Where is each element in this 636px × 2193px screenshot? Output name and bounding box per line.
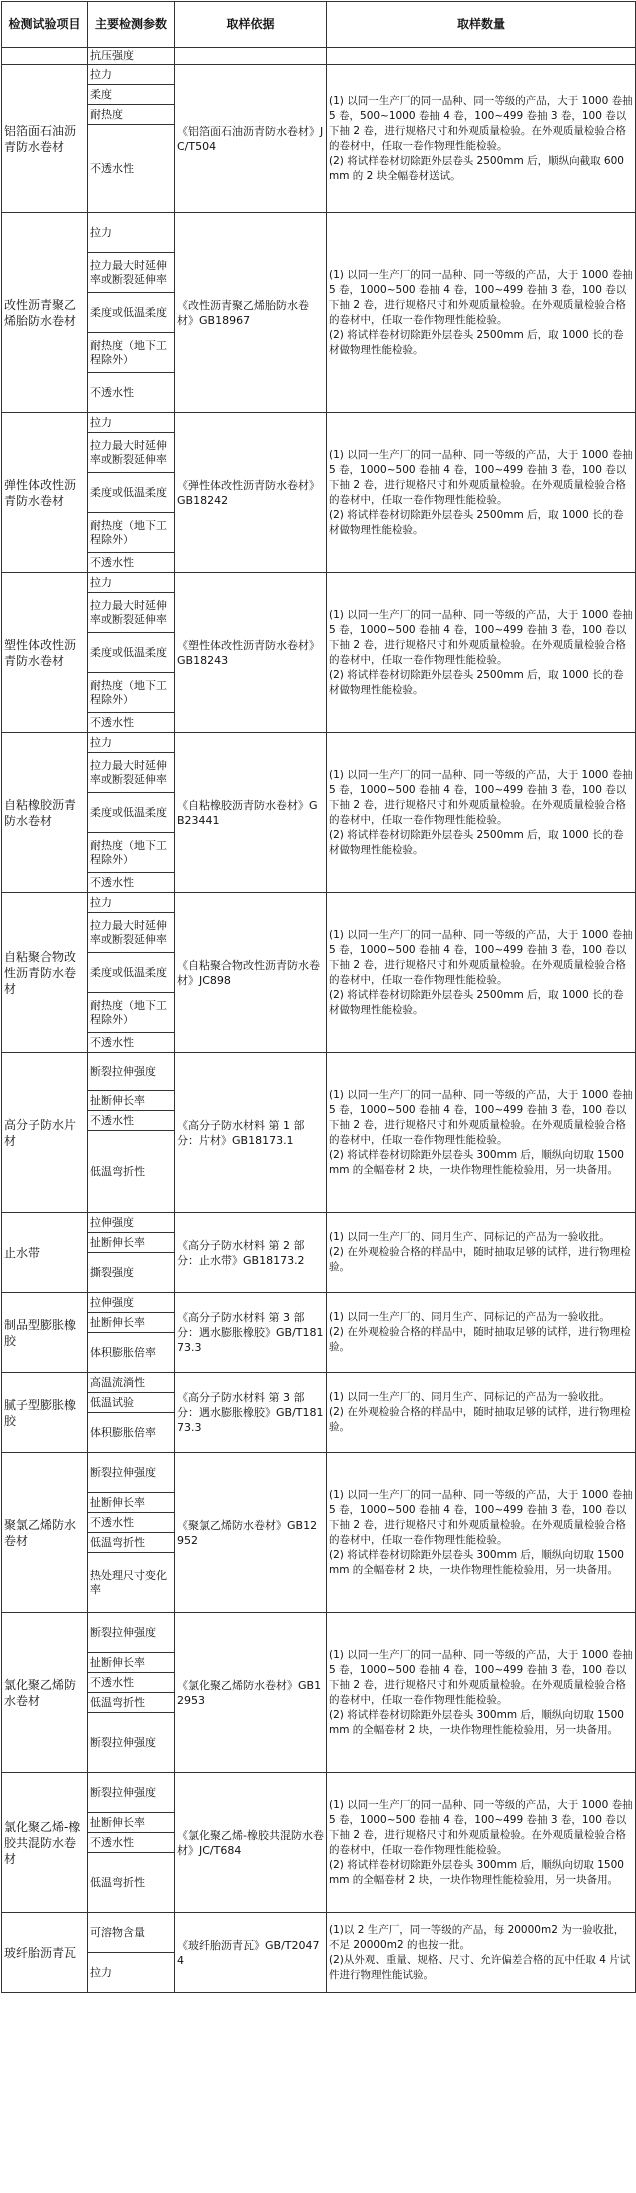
param-cell: 低温试验: [88, 1393, 175, 1413]
param-cell: 不透水性: [88, 125, 175, 213]
param-cell: 拉力最大时延伸率或断裂延伸率: [88, 433, 175, 473]
quantity-cell: (1) 以同一生产厂的同一品种、同一等级的产品，大于 1000 卷抽 5 卷，1000~500 卷抽 4 卷，100~499 卷抽 3 卷，100 卷以下抽 2 卷，进行规格尺寸和外观质量检验。在外观质量检验合格的卷材中，任取一卷作物理性能检验。 (2) 将试样卷材切除距外层卷头 2500mm 后，取 1000 长的卷材做物理性能检验。: [327, 573, 636, 733]
item-name: 玻纤胎沥青瓦: [2, 1913, 88, 1993]
quantity-cell: (1) 以同一生产厂的同一品种、同一等级的产品，大于 1000 卷抽 5 卷，1000~500 卷抽 4 卷，100~499 卷抽 3 卷，100 卷以下抽 2 卷，进行规格尺寸和外观质量检验。在外观质量检验合格的卷材中，任取一卷作物理性能检验。 (2) 将试样卷材切除距外层卷头 2500mm 后，取 1000 长的卷材做物理性能检验。: [327, 893, 636, 1053]
table-row: [2, 1373, 636, 1393]
param-cell: 耐热度（地下工程除外）: [88, 513, 175, 553]
table-row: [2, 733, 636, 753]
table-row: [2, 213, 636, 253]
param-cell: 耐热度（地下工程除外）: [88, 333, 175, 373]
quantity-cell: (1) 以同一生产厂的同一品种、同一等级的产品，大于 1000 卷抽 5 卷，1000~500 卷抽 4 卷，100~499 卷抽 3 卷，100 卷以下抽 2 卷，进行规格尺寸和外观质量检验。在外观质量检验合格的卷材中，任取一卷作物理性能检验。 (2) 将试样卷材切除距外层卷头 2500mm 后，取 1000 长的卷材做物理性能检验。: [327, 213, 636, 413]
header-basis: 取样依据: [175, 2, 327, 48]
param-cell: 不透水性: [88, 873, 175, 893]
param-cell: 拉力最大时延伸率或断裂延伸率: [88, 753, 175, 793]
param-cell: 拉力最大时延伸率或断裂延伸率: [88, 253, 175, 293]
quantity-cell: (1) 以同一生产厂的同一品种、同一等级的产品，大于 1000 卷抽 5 卷，1000~500 卷抽 4 卷，100~499 卷抽 3 卷，100 卷以下抽 2 卷，进行规格尺寸和外观质量检验。在外观质量检验合格的卷材中，任取一卷作物理性能检验。 (2) 将试样卷材切除距外层卷头 300mm 后，顺纵向切取 1500mm 的全幅卷材 2 块，一块作物理性能检验用，另一块备用。: [327, 1453, 636, 1613]
param-cell: 体积膨胀倍率: [88, 1333, 175, 1373]
basis-cell: 《自粘聚合物改性沥青防水卷材》JC898: [175, 893, 327, 1053]
param-cell: 不透水性: [88, 1033, 175, 1053]
item-name: 氯化聚乙烯防水卷材: [2, 1613, 88, 1773]
param-cell: 拉力: [88, 573, 175, 593]
quantity-cell: (1)以 2 生产厂，同一等级的产品，每 20000m2 为一验收批，不足 20000m2 的也按一批。 (2)从外观、重量、规格、尺寸、允许偏差合格的瓦中任取 4 片试件进行物理性能试验。: [327, 1913, 636, 1993]
quantity-cell: (1) 以同一生产厂的同一品种、同一等级的产品，大于 1000 卷抽 5 卷，500~1000 卷抽 4 卷，100~499 卷抽 3 卷，100 卷以下抽 2 卷，进行规格尺寸和外观质量检验。在外观质量检验合格的卷材中，任取一卷作物理性能检验。 (2) 将试样卷材切除距外层卷头 2500mm 后，顺纵向截取 600mm 的 2 块全幅卷材送试。: [327, 65, 636, 213]
param-cell: 扯断伸长率: [88, 1493, 175, 1513]
quantity-cell: (1) 以同一生产厂的、同月生产、同标记的产品为一验收批。 (2) 在外观检验合格的样品中，随时抽取足够的试样，进行物理检验。: [327, 1213, 636, 1293]
table-row: [2, 1613, 636, 1653]
basis-cell: 《聚氯乙烯防水卷材》GB12952: [175, 1453, 327, 1613]
item-name: 腻子型膨胀橡胶: [2, 1373, 88, 1453]
param-cell: 扯断伸长率: [88, 1653, 175, 1673]
basis-cell: 《高分子防水材料 第 3 部分：遇水膨胀橡胶》GB/T18173.3: [175, 1373, 327, 1453]
item-name: 止水带: [2, 1213, 88, 1293]
table-row: [2, 1293, 636, 1313]
header-item: 检测试验项目: [2, 2, 88, 48]
param-cell: 扯断伸长率: [88, 1313, 175, 1333]
param-cell: 热处理尺寸变化率: [88, 1553, 175, 1613]
param-cell: 扯断伸长率: [88, 1233, 175, 1253]
param-cell: 不透水性: [88, 373, 175, 413]
param-cell: 柔度或低温柔度: [88, 633, 175, 673]
param-cell: 柔度: [88, 85, 175, 105]
basis-cell: 《玻纤胎沥青瓦》GB/T20474: [175, 1913, 327, 1993]
param-cell: 扯断伸长率: [88, 1813, 175, 1833]
param-cell: 拉伸强度: [88, 1293, 175, 1313]
param-cell: 低温弯折性: [88, 1131, 175, 1213]
basis-cell: 《高分子防水材料 第 2 部分：止水带》GB18173.2: [175, 1213, 327, 1293]
item-name: 聚氯乙烯防水卷材: [2, 1453, 88, 1613]
item-name: 自粘橡胶沥青防水卷材: [2, 733, 88, 893]
param-cell: 拉力: [88, 733, 175, 753]
param-cell: 耐热度（地下工程除外）: [88, 993, 175, 1033]
basis-cell: 《铝箔面石油沥青防水卷材》JC/T504: [175, 65, 327, 213]
table-row: [2, 413, 636, 433]
param-cell: 柔度或低温柔度: [88, 793, 175, 833]
basis-cell: 《高分子防水材料 第 3 部分：遇水膨胀橡胶》GB/T18173.3: [175, 1293, 327, 1373]
header-quantity: 取样数量: [327, 2, 636, 48]
param-cell: 抗压强度: [88, 48, 175, 65]
param-cell: 不透水性: [88, 1833, 175, 1853]
quantity-cell: (1) 以同一生产厂的、同月生产、同标记的产品为一验收批。 (2) 在外观检验合格的样品中，随时抽取足够的试样，进行物理检验。: [327, 1293, 636, 1373]
item-name: 改性沥青聚乙烯胎防水卷材: [2, 213, 88, 413]
table-row: [2, 1453, 636, 1493]
param-cell: 拉力最大时延伸率或断裂延伸率: [88, 913, 175, 953]
param-cell: 耐热度（地下工程除外）: [88, 833, 175, 873]
table-row: [2, 573, 636, 593]
basis-cell: 《改性沥青聚乙烯胎防水卷材》GB18967: [175, 213, 327, 413]
table-row: [2, 1213, 636, 1233]
param-cell: 耐热度: [88, 105, 175, 125]
quantity-cell: (1) 以同一生产厂的同一品种、同一等级的产品，大于 1000 卷抽 5 卷，1000~500 卷抽 4 卷，100~499 卷抽 3 卷，100 卷以下抽 2 卷，进行规格尺寸和外观质量检验。在外观质量检验合格的卷材中，任取一卷作物理性能检验。 (2) 将试样卷材切除距外层卷头 300mm 后，顺纵向切取 1500mm 的全幅卷材 2 块，一块作物理性能检验用，另一块备用。: [327, 1053, 636, 1213]
header-row: [2, 2, 636, 48]
basis-cell: 《氯化聚乙烯防水卷材》GB12953: [175, 1613, 327, 1773]
param-cell: 断裂拉伸强度: [88, 1773, 175, 1813]
quantity-cell: (1) 以同一生产厂的同一品种、同一等级的产品，大于 1000 卷抽 5 卷，1000~500 卷抽 4 卷，100~499 卷抽 3 卷，100 卷以下抽 2 卷，进行规格尺寸和外观质量检验。在外观质量检验合格的卷材中，任取一卷作物理性能检验。 (2) 将试样卷材切除距外层卷头 300mm 后，顺纵向切取 1500mm 的全幅卷材 2 块，一块作物理性能检验用，另一块备用。: [327, 1613, 636, 1773]
param-cell: 拉力: [88, 1953, 175, 1993]
item-name: 弹性体改性沥青防水卷材: [2, 413, 88, 573]
table-row: [2, 1773, 636, 1813]
basis-cell: 《弹性体改性沥青防水卷材》GB18242: [175, 413, 327, 573]
param-cell: 低温弯折性: [88, 1533, 175, 1553]
param-cell: 柔度或低温柔度: [88, 473, 175, 513]
param-cell: 体积膨胀倍率: [88, 1413, 175, 1453]
param-cell: 撕裂强度: [88, 1253, 175, 1293]
param-cell: 柔度或低温柔度: [88, 293, 175, 333]
param-cell: 断裂拉伸强度: [88, 1453, 175, 1493]
table-row: [2, 1053, 636, 1091]
item-name: 铝箔面石油沥青防水卷材: [2, 65, 88, 213]
item-name: 自粘聚合物改性沥青防水卷材: [2, 893, 88, 1053]
param-cell: 拉力: [88, 413, 175, 433]
param-cell: 拉伸强度: [88, 1213, 175, 1233]
param-cell: 拉力最大时延伸率或断裂延伸率: [88, 593, 175, 633]
table-row: [2, 1913, 636, 1953]
table-row: [2, 893, 636, 913]
param-cell: 低温弯折性: [88, 1853, 175, 1913]
sampling-table: [1, 1, 636, 1993]
param-cell: 断裂拉伸强度: [88, 1053, 175, 1091]
param-cell: 扯断伸长率: [88, 1091, 175, 1111]
table-row-top: [2, 48, 636, 65]
param-cell: 低温弯折性: [88, 1693, 175, 1713]
basis-cell: 《氯化聚乙烯-橡胶共混防水卷材》JC/T684: [175, 1773, 327, 1913]
param-cell: 断裂拉伸强度: [88, 1713, 175, 1773]
quantity-cell: (1) 以同一生产厂的同一品种、同一等级的产品，大于 1000 卷抽 5 卷，1000~500 卷抽 4 卷，100~499 卷抽 3 卷，100 卷以下抽 2 卷，进行规格尺寸和外观质量检验。在外观质量检验合格的卷材中，任取一卷作物理性能检验。 (2) 将试样卷材切除距外层卷头 2500mm 后，取 1000 长的卷材做物理性能检验。: [327, 413, 636, 573]
header-params: 主要检测参数: [88, 2, 175, 48]
param-cell: 可溶物含量: [88, 1913, 175, 1953]
basis-cell: 《塑性体改性沥青防水卷材》GB18243: [175, 573, 327, 733]
param-cell: 不透水性: [88, 553, 175, 573]
item-name: 制品型膨胀橡胶: [2, 1293, 88, 1373]
param-cell: 拉力: [88, 893, 175, 913]
param-cell: 不透水性: [88, 713, 175, 733]
param-cell: 耐热度（地下工程除外）: [88, 673, 175, 713]
empty-cell: [175, 48, 327, 65]
param-cell: 拉力: [88, 213, 175, 253]
basis-cell: 《自粘橡胶沥青防水卷材》GB23441: [175, 733, 327, 893]
param-cell: 拉力: [88, 65, 175, 85]
item-name: 塑性体改性沥青防水卷材: [2, 573, 88, 733]
table-row: [2, 65, 636, 85]
param-cell: 不透水性: [88, 1673, 175, 1693]
quantity-cell: (1) 以同一生产厂的、同月生产、同标记的产品为一验收批。 (2) 在外观检验合格的样品中，随时抽取足够的试样，进行物理检验。: [327, 1373, 636, 1453]
empty-cell: [2, 48, 88, 65]
param-cell: 断裂拉伸强度: [88, 1613, 175, 1653]
param-cell: 柔度或低温柔度: [88, 953, 175, 993]
param-cell: 不透水性: [88, 1513, 175, 1533]
item-name: 氯化聚乙烯-橡胶共混防水卷材: [2, 1773, 88, 1913]
quantity-cell: (1) 以同一生产厂的同一品种、同一等级的产品，大于 1000 卷抽 5 卷，1000~500 卷抽 4 卷，100~499 卷抽 3 卷，100 卷以下抽 2 卷，进行规格尺寸和外观质量检验。在外观质量检验合格的卷材中，任取一卷作物理性能检验。 (2) 将试样卷材切除距外层卷头 300mm 后，顺纵向切取 1500mm 的全幅卷材 2 块，一块作物理性能检验用，另一块备用。: [327, 1773, 636, 1913]
basis-cell: 《高分子防水材料 第 1 部分：片材》GB18173.1: [175, 1053, 327, 1213]
item-name: 高分子防水片材: [2, 1053, 88, 1213]
quantity-cell: (1) 以同一生产厂的同一品种、同一等级的产品，大于 1000 卷抽 5 卷，1000~500 卷抽 4 卷，100~499 卷抽 3 卷，100 卷以下抽 2 卷，进行规格尺寸和外观质量检验。在外观质量检验合格的卷材中，任取一卷作物理性能检验。 (2) 将试样卷材切除距外层卷头 2500mm 后，取 1000 长的卷材做物理性能检验。: [327, 733, 636, 893]
empty-cell: [327, 48, 636, 65]
param-cell: 不透水性: [88, 1111, 175, 1131]
table-body: [2, 48, 636, 1993]
param-cell: 高温流淌性: [88, 1373, 175, 1393]
